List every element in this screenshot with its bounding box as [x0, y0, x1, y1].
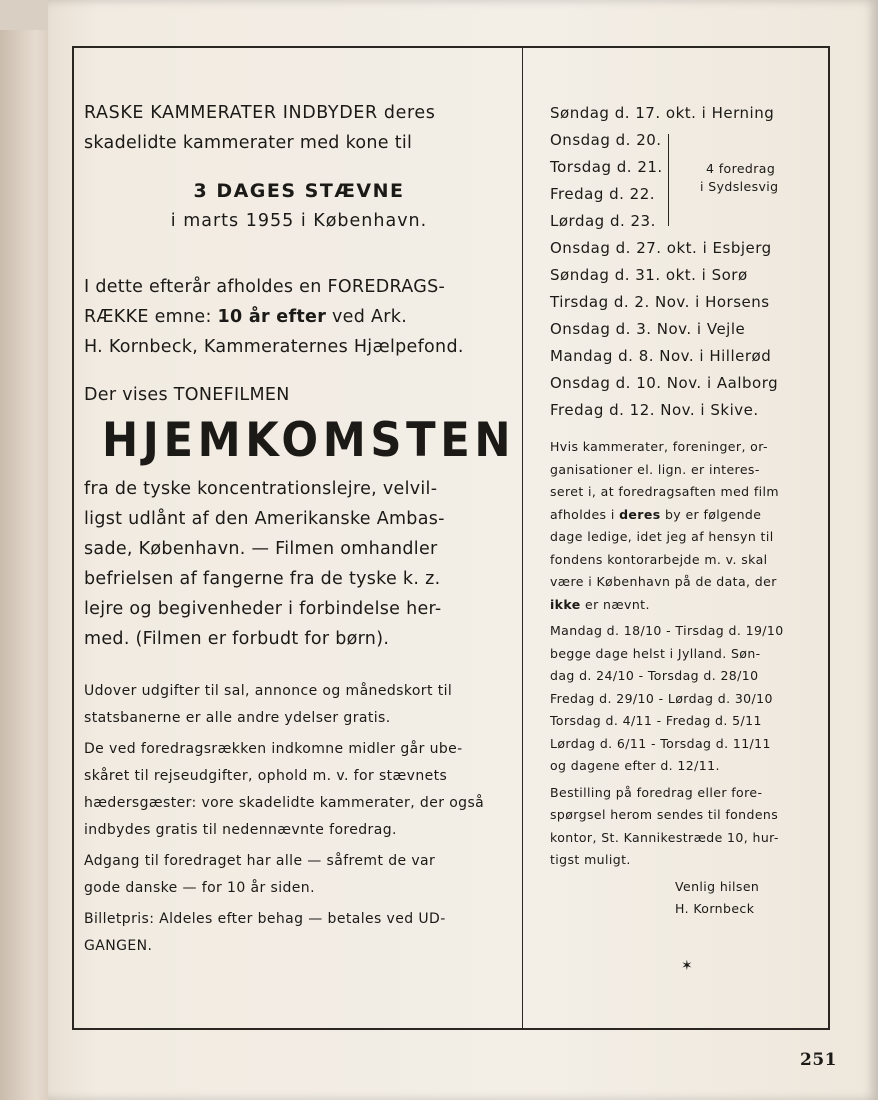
text-line: Mandag d. 18/10 - Tirsdag d. 19/10 [550, 623, 784, 638]
invitation-text [550, 436, 820, 920]
event-date: i marts 1955 i København. [170, 211, 428, 231]
series-text: ved Ark. [326, 307, 408, 327]
text-line: Adgang til foredraget har alle — såfremt de var [84, 853, 436, 869]
text-line: være i København på de data, der [550, 574, 777, 589]
film-desc-line: sade, København. — Filmen omhandler [84, 539, 438, 559]
text-line: kontor, St. Kannikestræde 10, hur- [550, 829, 779, 845]
text-line: dag d. 24/10 - Torsdag d. 28/10 [550, 668, 759, 683]
schedule-row: Tirsdag d. 2. Nov. i Horsens [550, 293, 770, 311]
star-icon: ✶ [681, 958, 693, 974]
text-line: Billetpris: Aldeles efter behag — betales ved UD- [84, 911, 446, 927]
text-line: og dagene efter d. 12/11. [550, 758, 720, 773]
series-line-2 [84, 302, 514, 332]
right-column [550, 100, 820, 920]
text-line: gode danske — for 10 år siden. [84, 880, 315, 896]
column-divider [522, 46, 523, 1030]
text-line [550, 504, 820, 527]
film-intro: Der vises TONEFILMEN [84, 385, 290, 405]
text-line: fondens kontorarbejde m. v. skal [550, 551, 768, 567]
text-line: seret i, at foredragsaften med film [550, 484, 779, 499]
page-number: 251 [800, 1050, 837, 1070]
schedule-bracket [668, 134, 677, 226]
text-line: Fredag d. 29/10 - Lørdag d. 30/10 [550, 690, 773, 706]
film-description [84, 474, 514, 654]
info-block [84, 678, 514, 960]
text-line: ganisationer el. lign. er interes- [550, 461, 760, 477]
schedule-row: Mandag d. 8. Nov. i Hillerød [550, 347, 772, 365]
intro-line-1: RASKE KAMMERATER INDBYDER deres [84, 103, 436, 123]
text-line: GANGEN. [84, 938, 153, 954]
text-line: tigst muligt. [550, 852, 631, 867]
bracket-note-line: i Sydslesvig [700, 179, 779, 194]
order-paragraph [550, 782, 820, 872]
event-title: 3 DAGES STÆVNE [193, 180, 405, 202]
text-line: Bestilling på foredrag eller fore- [550, 784, 763, 800]
access-paragraph [84, 848, 514, 902]
schedule-row: Onsdag d. 27. okt. i Esbjerg [550, 239, 772, 257]
text-line [550, 594, 820, 617]
schedule-row: Fredag d. 22. [550, 185, 656, 203]
funds-paragraph [84, 736, 514, 844]
lecture-schedule [550, 100, 820, 424]
film-desc-line: ligst udlånt af den Amerikanske Ambas- [84, 509, 445, 529]
text-line: skåret til rejseudgifter, ophold m. v. for stævnets [84, 768, 448, 784]
lecture-series [84, 272, 514, 362]
text-line: indbydes gratis til nedennævnte foredrag. [84, 822, 397, 838]
text-line: dage ledige, idet jeg af hensyn til [550, 529, 774, 544]
text-line: hædersgæster: vore skadelidte kammerater, der også [84, 795, 485, 811]
intro-line-2: skadelidte kammerater med kone til [84, 133, 413, 153]
text-line: begge dage helst i Jylland. Søn- [550, 645, 761, 661]
text-line: Torsdag d. 4/11 - Fredag d. 5/11 [550, 713, 762, 728]
film-desc-line: med. (Filmen er forbudt for børn). [84, 629, 390, 649]
bracket-note [700, 160, 779, 196]
schedule-row: Fredag d. 12. Nov. i Skive. [550, 401, 759, 419]
text-line: De ved foredragsrækken indkomne midler går ube- [84, 741, 463, 757]
text-span: er nævnt. [580, 596, 650, 612]
text-line: Udover udgifter til sal, annonce og månedskort til [84, 683, 453, 699]
schedule-row: Søndag d. 17. okt. i Herning [550, 104, 775, 122]
invite-paragraph [550, 436, 820, 616]
text-span: by er følgende [660, 506, 762, 522]
text-line: Lørdag d. 6/11 - Torsdag d. 11/11 [550, 735, 771, 751]
film-desc-line: lejre og begivenheder i forbindelse her- [84, 599, 442, 619]
emphasis: deres [619, 506, 661, 522]
schedule-row: Lørdag d. 23. [550, 212, 656, 230]
schedule-row: Onsdag d. 10. Nov. i Aalborg [550, 374, 779, 392]
series-topic: 10 år efter [217, 307, 327, 327]
series-text: RÆKKE emne: [84, 307, 218, 327]
bracket-note-line: 4 foredrag [706, 161, 776, 176]
text-span: afholdes i [550, 506, 620, 522]
signature-block [675, 876, 820, 920]
costs-paragraph [84, 678, 514, 732]
emphasis: ikke [550, 596, 581, 612]
film-title: HJEMKOMSTEN [102, 413, 516, 468]
text-line: spørgsel herom sendes til fondens [550, 807, 779, 822]
left-column [84, 98, 514, 964]
free-dates-paragraph [550, 620, 820, 778]
film-desc-line: befrielsen af fangerne fra de tyske k. z. [84, 569, 441, 589]
series-line-3: H. Kornbeck, Kammeraternes Hjælpefond. [84, 337, 464, 357]
film-desc-line: fra de tyske koncentrationslejre, velvil- [84, 479, 438, 499]
closing: Venlig hilsen [675, 878, 760, 894]
schedule-row: Søndag d. 31. okt. i Sorø [550, 266, 748, 284]
schedule-row: Onsdag d. 3. Nov. i Vejle [550, 320, 746, 338]
signature-name: H. Kornbeck [675, 900, 755, 916]
schedule-row: Onsdag d. 20. [550, 131, 662, 149]
text-line: statsbanerne er alle andre ydelser gratis. [84, 710, 391, 726]
series-line-1: I dette efterår afholdes en FOREDRAGS- [84, 277, 446, 297]
text-line: Hvis kammerater, foreninger, or- [550, 439, 768, 454]
schedule-row: Torsdag d. 21. [550, 158, 663, 176]
price-paragraph [84, 906, 514, 960]
